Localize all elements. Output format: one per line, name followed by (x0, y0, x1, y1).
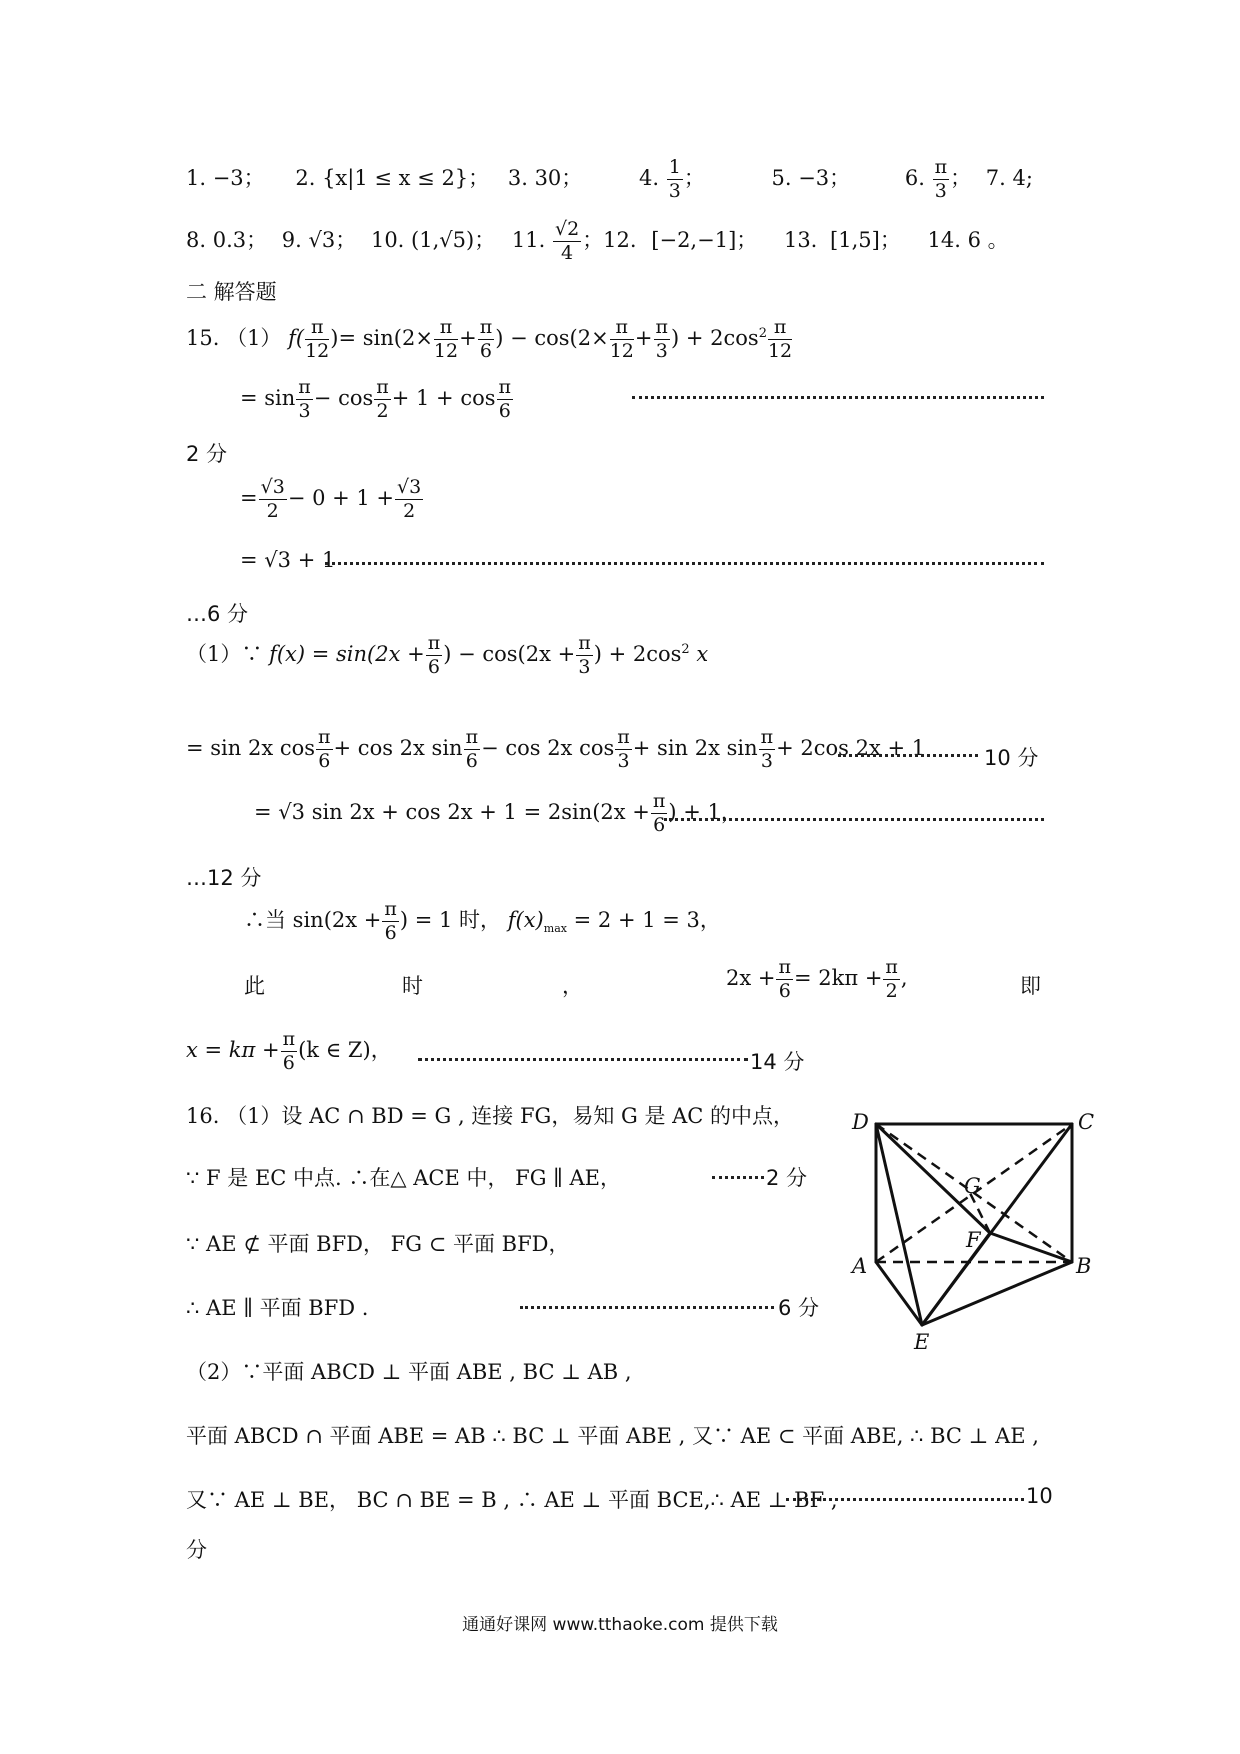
p15-score-12: …12 分 (186, 866, 262, 890)
point-label-F: F (966, 1228, 981, 1252)
answer-5: 5. −3； (771, 166, 851, 190)
p15-line-4: = √3 + 1 (240, 548, 336, 572)
p16-score-10: 10 (1026, 1484, 1053, 1508)
p15-score-14: 14 分 (750, 1050, 805, 1074)
answer-10: 10. (1,√5)； (370, 228, 496, 252)
answer-8: 8. 0.3； (186, 228, 268, 252)
p15-line-2: = sin $\frac{\pi}{3}$ − cos $\frac{\pi}{2}$ + 1 + cos $\frac{\pi}{6}$ (240, 376, 512, 422)
p15-score-2: 2 分 (186, 442, 228, 466)
point-label-D: D (852, 1110, 869, 1134)
p15-line-6: = sin 2x cos $\frac{\pi}{6}$ + cos 2x sin $\frac{\pi}{6}$ − cos 2x cos $\frac{\pi}{3}$ + sin 2x sin $\frac{\pi}{3}$ + 2cos 2x + 1 (186, 726, 926, 772)
point-label-B: B (1076, 1254, 1092, 1278)
p15-score-10: 10 分 (984, 746, 1039, 770)
point-label-E: E (914, 1330, 930, 1354)
answer-7: 7. 4; (985, 166, 1033, 190)
answer-12: [−2,−1]； (651, 228, 758, 252)
p15-line-1: 15. （1） f( $\frac{\pi}{12}$ )= sin(2× $\frac{\pi}{12}$ + $\frac{\pi}{6}$ ) − cos(2× $\frac{\pi}{12}$ + $\frac{\pi}{3}$ ) + $2\cos^2$ $\frac{\pi}{12}$ (186, 316, 793, 362)
p15-line-5: （1）∵ f(x) = sin(2x + $\frac{\pi}{6}$ ) − cos(2x + $\frac{\pi}{3}$ ) + $2\cos^2$ x (186, 632, 709, 678)
answers-row-1: 1. −3； 2. {x|1 ≤ x ≤ 2}； 3. 30； 4. $\frac{1}{3}$ ； 5. −3； 6. $\frac{\pi}{3}$ ； 7. 4; (186, 156, 1033, 202)
answer-3: 3. 30； (507, 166, 583, 190)
edge-FB (990, 1233, 1072, 1262)
point-label-G: G (964, 1174, 981, 1198)
answer-9: 9. √3； (281, 228, 357, 252)
answer-6-label: 6. (904, 166, 925, 190)
answer-4-label: 4. (638, 166, 660, 190)
p16-line-1: 16. （1）设 AC ∩ BD = G , 连接 FG，易知 G 是 AC 的中点， (186, 1104, 795, 1128)
p16-line-3: ∵ AE ⊄ 平面 BFD， FG ⊂ 平面 BFD， (186, 1232, 570, 1256)
p16-score-unit: 分 (186, 1538, 207, 1562)
answer-11-label: 11. (511, 228, 546, 252)
p16-line-4: ∴ AE ∥ 平面 BFD . (186, 1296, 369, 1320)
answer-14: 14. 6 。 (927, 228, 1009, 252)
answer-1: 1. −3； (186, 166, 265, 190)
answer-12-label: ；12. (582, 228, 637, 252)
point-label-C: C (1078, 1110, 1095, 1134)
answer-11-fraction: $\frac{√2}{4}$ (554, 218, 580, 264)
p16-line-2: ∵ F 是 EC 中点. ∴在△ ACE 中， FG ∥ AE， (186, 1166, 622, 1190)
section-title: 二 解答题 (186, 280, 277, 304)
answer-4-fraction: $\frac{1}{3}$ (668, 156, 681, 202)
p16-line-6: 平面 ABCD ∩ 平面 ABE = AB ∴ BC ⊥ 平面 ABE , 又∵ AE ⊂ 平面 ABE, ∴ BC ⊥ AE , (186, 1424, 1039, 1448)
answer-13: [1,5]； (830, 228, 901, 252)
p15-score-6: …6 分 (186, 602, 249, 626)
p16-score-2: 2 分 (766, 1166, 808, 1190)
p15-line-10: x = kπ + $\frac{\pi}{6}$ (k ∈ Z)， (186, 1028, 392, 1074)
point-label-A: A (852, 1254, 868, 1278)
p16-score-6: 6 分 (778, 1296, 820, 1320)
p16-line-7: 又∵ AE ⊥ BE， BC ∩ BE = B , ∴ AE ⊥ 平面 BCE,∴ AE ⊥ BF , (186, 1488, 838, 1512)
p15-line-3: = $\frac{√3}{2}$ − 0 + 1 + $\frac{√3}{2}$ (240, 476, 422, 522)
p15-line-8: ∴当 sin(2x + $\frac{\pi}{6}$ ) = 1 时， $f(x)_{max} = 2 + 1 = 3$， (244, 898, 721, 944)
page-footer: 通通好课网 www.tthaoke.com 提供下载 (462, 1615, 778, 1635)
answer-6-fraction: $\frac{\pi}{3}$ (934, 156, 948, 202)
p15-line-7: = √3 sin 2x + cos 2x + 1 = 2sin(2x + $\frac{\pi}{6}$ ) + 1， (254, 790, 742, 836)
answer-13-label: 13. (783, 228, 818, 252)
answer-2: 2. {x|1 ≤ x ≤ 2}； (295, 166, 490, 190)
dashed-FG (970, 1193, 990, 1233)
p16-line-5: （2）∵平面 ABCD ⊥ 平面 ABE , BC ⊥ AB , (186, 1360, 632, 1384)
